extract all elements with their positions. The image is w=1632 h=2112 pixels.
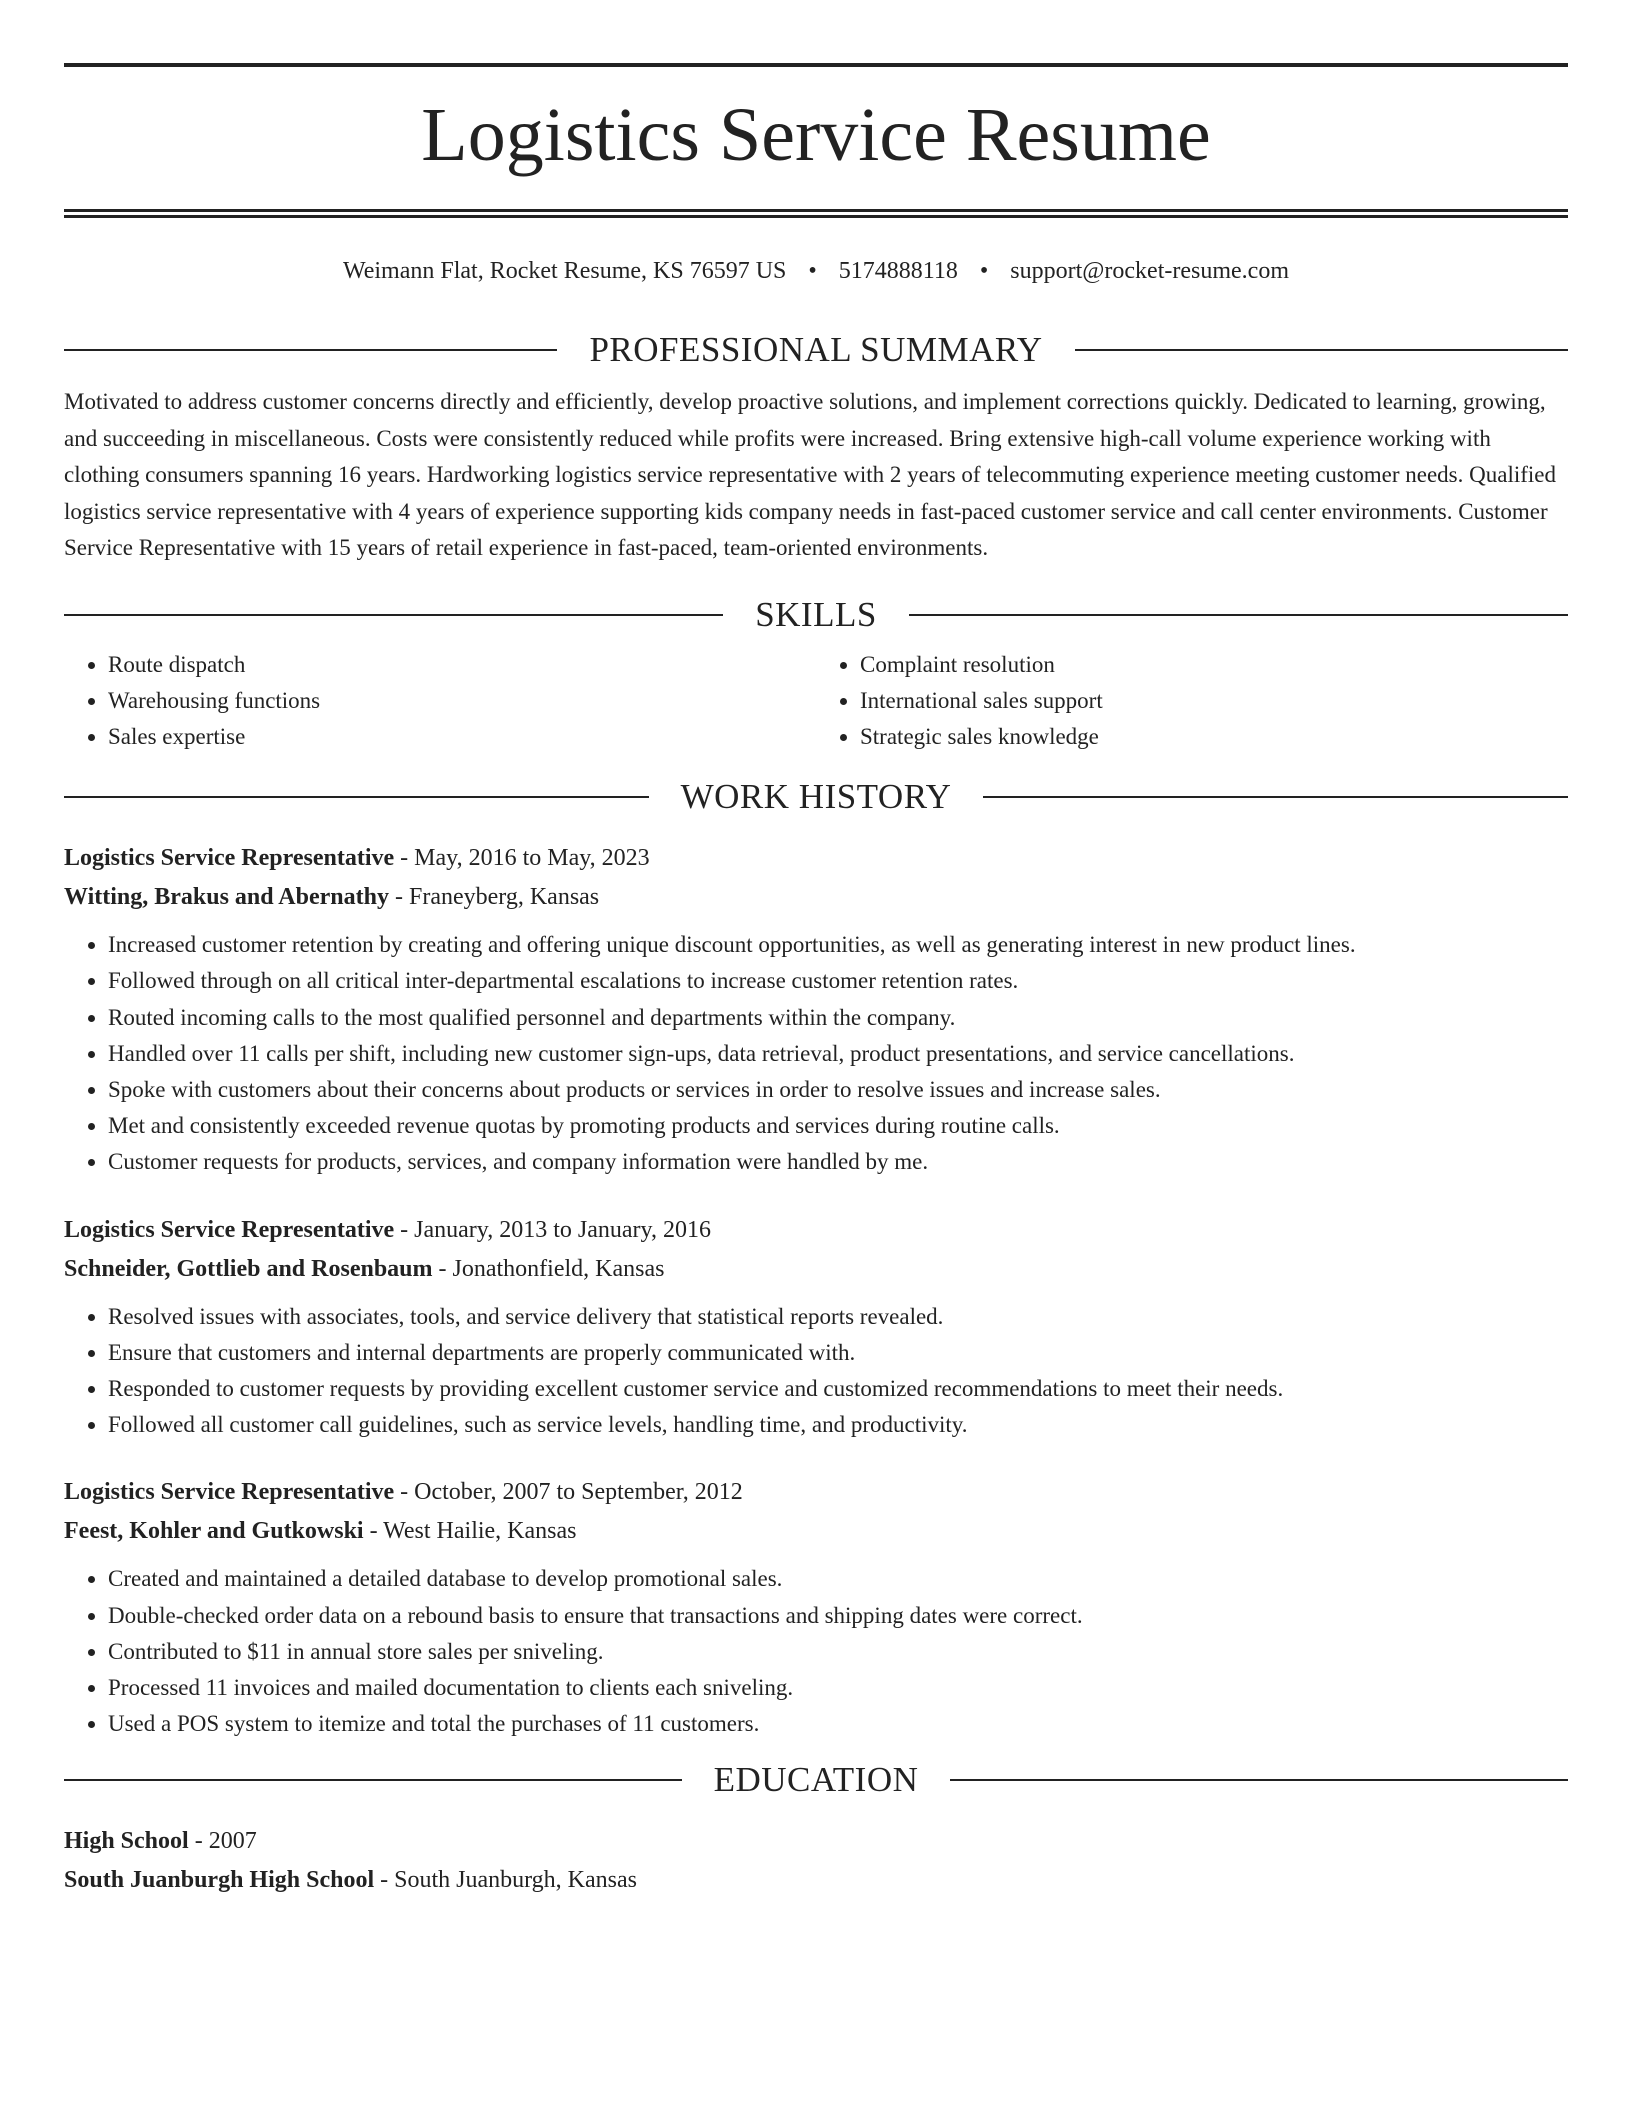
skill-item: • Warehousing functions [108, 683, 816, 719]
job-company-line [64, 1250, 1568, 1289]
skills-column-left [64, 647, 816, 756]
job-bullet: • Contributed to $11 in annual store sales per sniveling. [108, 1634, 1568, 1670]
job-dates: - January, 2013 to January, 2016 [394, 1216, 711, 1243]
job-bullet: • Responded to customer requests by providing excellent customer service and customized recommendations to meet their needs. [108, 1371, 1568, 1407]
skills-list [64, 647, 1568, 756]
job-bullet: • Customer requests for products, services, and company information were handled by me. [108, 1144, 1568, 1180]
job-bullet: • Processed 11 invoices and mailed documentation to clients each sniveling. [108, 1670, 1568, 1706]
skill-item: • Strategic sales knowledge [860, 719, 1568, 755]
job-bullet: • Increased customer retention by creating and offering unique discount opportunities, as well as generating interest in new product lines. [108, 927, 1568, 963]
work-heading: WORK HISTORY [680, 777, 952, 817]
top-rule [64, 63, 1568, 67]
job-company: Feest, Kohler and Gutkowski [64, 1518, 364, 1545]
education-location: - South Juanburgh, Kansas [374, 1867, 637, 1894]
divider [64, 614, 723, 616]
job-company-line [64, 1512, 1568, 1551]
job-dates: - May, 2016 to May, 2023 [394, 845, 650, 872]
education-year: - 2007 [188, 1828, 257, 1855]
job-location: - West Hailie, Kansas [363, 1518, 577, 1545]
divider [64, 796, 649, 798]
job-company: Witting, Brakus and Abernathy [64, 884, 389, 911]
job-dates: - October, 2007 to September, 2012 [394, 1479, 743, 1506]
skill-item: • Route dispatch [108, 647, 816, 683]
divider [1075, 349, 1568, 351]
skills-heading: SKILLS [755, 594, 877, 634]
title-double-rule [64, 209, 1568, 218]
job-bullet: • Created and maintained a detailed database to develop promotional sales. [108, 1561, 1568, 1597]
divider [64, 1779, 682, 1781]
job-bullet: • Met and consistently exceeded revenue quotas by promoting products and services during routine calls. [108, 1108, 1568, 1144]
job-title: Logistics Service Representative [64, 1479, 395, 1506]
summary-heading: PROFESSIONAL SUMMARY [589, 330, 1043, 369]
summary-text: Motivated to address customer concerns directly and efficiently, develop proactive solutions, and implement corrections quickly. Dedicated to learning, growing, and succeeding in miscellaneous. Costs were consistently reduced while profits were increased. Bring extensive high-call volume experience working with clothing consumers spanning 16 years. Hardworking logistics service representative with 2 years of telecommuting experience meeting customer needs. Qualified logistics service representative with 4 years of experience supporting kids company needs in fast-paced customer service and call center environments. Customer Service Representative with 15 years of retail experience in fast-paced, team-oriented environments. [64, 389, 1556, 560]
education-school: South Juanburgh High School [64, 1867, 375, 1894]
job-entry [64, 839, 1568, 1180]
job-title: Logistics Service Representative [64, 1216, 395, 1243]
divider [909, 614, 1568, 616]
job-bullet: • Ensure that customers and internal departments are properly communicated with. [108, 1335, 1568, 1371]
education-section-header [64, 1760, 1568, 1800]
job-bullet: • Followed through on all critical inter-departmental escalations to increase customer retention rates. [108, 963, 1568, 999]
skill-item: • Complaint resolution [860, 647, 1568, 683]
job-bullet: • Double-checked order data on a rebound basis to ensure that transactions and shipping dates were correct. [108, 1598, 1568, 1634]
divider [950, 1779, 1568, 1781]
job-entry [64, 1473, 1568, 1742]
job-bullet: • Routed incoming calls to the most qualified personnel and departments within the company. [108, 1000, 1568, 1036]
job-bullet: • Followed all customer call guidelines, such as service levels, handling time, and productivity. [108, 1407, 1568, 1443]
job-location: - Franeyberg, Kansas [388, 884, 600, 911]
job-entry [64, 1211, 1568, 1444]
education-school-line [64, 1861, 1568, 1900]
job-bullet: • Resolved issues with associates, tools, and service delivery that statistical reports revealed. [108, 1299, 1568, 1335]
education-entry [64, 1822, 1568, 1900]
job-title-line [64, 1473, 1568, 1512]
contact-line [64, 256, 1568, 286]
skills-column-right [816, 647, 1568, 756]
contact-separator: • [808, 258, 817, 284]
job-bullet: • Used a POS system to itemize and total the purchases of 11 customers. [108, 1706, 1568, 1742]
job-title: Logistics Service Representative [64, 845, 395, 872]
education-degree: High School [64, 1828, 189, 1855]
skill-item: • Sales expertise [108, 719, 816, 755]
divider [983, 796, 1568, 798]
job-bullet: • Handled over 11 calls per shift, including new customer sign-ups, data retrieval, product presentations, and service cancellations. [108, 1036, 1568, 1072]
divider [64, 349, 557, 351]
job-title-line [64, 839, 1568, 878]
education-heading: EDUCATION [713, 1760, 919, 1800]
job-title-line [64, 1211, 1568, 1250]
skills-section-header [64, 595, 1568, 635]
skill-item: • International sales support [860, 683, 1568, 719]
contact-email: support@rocket-resume.com [1010, 258, 1289, 284]
job-location: - Jonathonfield, Kansas [432, 1255, 665, 1282]
contact-address: Weimann Flat, Rocket Resume, KS 76597 US [343, 258, 787, 284]
job-bullet: • Spoke with customers about their concerns about products or services in order to resolve issues and increase sales. [108, 1072, 1568, 1108]
resume-title: Logistics Service Resume [421, 93, 1211, 177]
summary-section-header [64, 330, 1568, 370]
education-degree-line [64, 1822, 1568, 1861]
work-section-header [64, 777, 1568, 817]
contact-phone: 5174888118 [838, 258, 958, 284]
job-company: Schneider, Gottlieb and Rosenbaum [64, 1255, 433, 1282]
job-company-line [64, 878, 1568, 917]
contact-separator: • [979, 258, 989, 284]
